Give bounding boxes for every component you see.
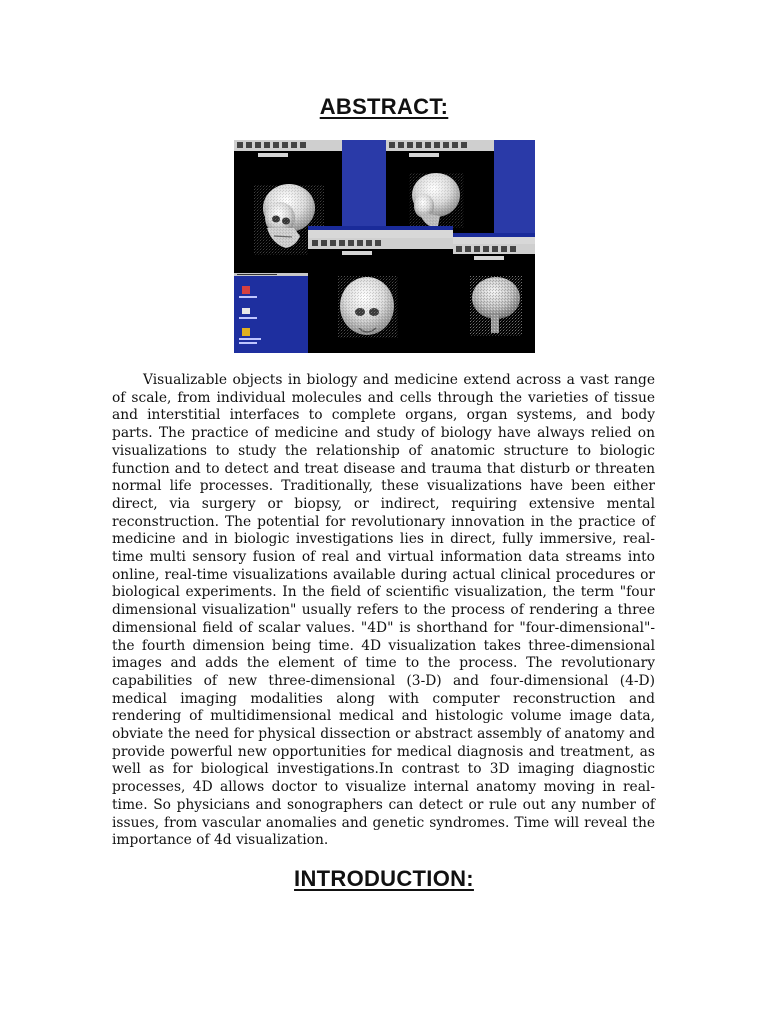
introduction-heading: INTRODUCTION: bbox=[294, 866, 474, 891]
skull-visualization-figure bbox=[234, 140, 535, 353]
skull-visualization-image bbox=[234, 140, 535, 353]
abstract-heading: ABSTRACT: bbox=[319, 94, 449, 119]
abstract-paragraph: Visualizable objects in biology and medicine extend across a vast range of scale, from individual molecules and cells through the varieties of tissue and interstitial interfaces to complete organs, organ systems, and body parts. The practice of medicine and study of biology have always relied on visualizations to study the relationship of anatomic structure to biologic function and to detect and treat disease and trauma that disturb or threaten normal life processes. Traditionally, these visualizations have been either direct, via surgery or biopsy, or indirect, requiring extensive mental reconstruction. The potential for revolutionary innovation in the practice of medicine and in biologic investigations lies in direct, fully immersive, real-time multi sensory fusion of real and virtual information data streams into online, real-time visualizations available during actual clinical procedures or biological experiments. In the field of scientific visualization, the term "four dimensional visualization" usually refers to the process of rendering a three dimensional field of scalar values. "4D" is shorthand for "four-dimensional"- the fourth dimension being time. 4D visualization takes three-dimensional images and adds the element of time to the process. The revolutionary capabilities of new three-dimensional (3-D) and four-dimensional (4-D) medical imaging modalities along with computer reconstruction and rendering of multidimensional medical and histologic volume image data, obviate the need for physical dissection or abstract assembly of anatomy and provide powerful new opportunities for medical diagnosis and treatment, as well as for biological investigations.In contrast to 3D imaging diagnostic processes, 4D allows doctor to visualize internal anatomy moving in real-time. So physicians and sonographers can detect or rule out any number of issues, from vascular anomalies and genetic syndromes. Time will reveal the importance of 4d visualization. bbox=[112, 372, 655, 849]
